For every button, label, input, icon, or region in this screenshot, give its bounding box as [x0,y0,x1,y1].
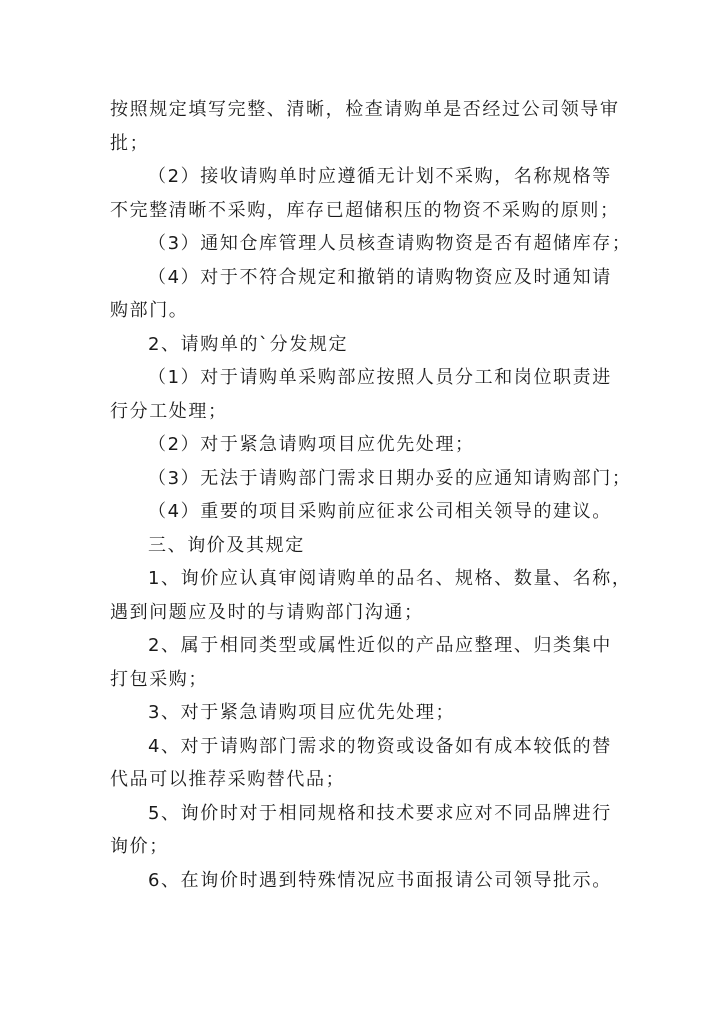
paragraph-leadership-advice [110,495,620,529]
paragraph-division-of-work [110,361,620,428]
text-line: 6、在询价时遇到特殊情况应书面报请公司领导批示。 [148,869,612,891]
text-line: （4）重要的项目采购前应征求公司相关领导的建议。 [148,501,612,522]
paragraph-brand-comparison [110,797,620,864]
text-line: 代品可以推荐采购替代品； [110,769,346,790]
text-line: 遇到问题应及时的与请购部门沟通； [110,601,424,623]
text-line: （2）接收请购单时应遵循无计划不采购，名称规格等 [148,166,612,187]
paragraph-urgent-inquiry [110,696,620,730]
document-body [110,93,632,897]
text-line: （3）无法于请购部门需求日期办妥的应通知请购部门； [148,467,632,489]
text-line: 4、对于请购部门需求的物资或设备如有成本较低的替 [148,735,612,757]
paragraph-warehouse-check [110,227,632,261]
paragraph-urgent-priority [110,428,620,462]
text-line: 批； [110,132,150,154]
text-line: 询价； [110,836,169,857]
text-line: 按照规定填写完整、清晰，检查请购单是否经过公司领导审 [110,99,620,120]
text-line: 2、属于相同类型或属性近似的产品应整理、归类集中 [148,635,612,656]
text-line: （2）对于紧急请购项目应优先处理； [148,434,475,455]
paragraph-notify-department [110,261,620,328]
text-line: 不完整清晰不采购，库存已超储积压的物资不采购的原则； [110,199,620,221]
paragraph-group-purchase [110,629,620,696]
section-heading: 2、请购单的`分发规定 [148,333,349,355]
section-heading: 三、询价及其规定 [148,534,305,556]
text-line: （4）对于不符合规定和撤销的请购物资应及时通知请 [148,266,612,288]
paragraph-approval-check [110,93,620,160]
text-line: （1）对于请购单采购部应按照人员分工和岗位职责进 [148,367,612,388]
text-line: 5、询价时对于相同规格和技术要求应对不同品牌进行 [148,802,612,824]
paragraph-substitute-products [110,730,620,797]
paragraph-receive-rule [110,160,620,227]
paragraph-special-cases [110,864,620,898]
text-line: 行分工处理； [110,400,228,422]
section-heading-inquiry [110,529,620,563]
paragraph-deadline-notice [110,462,632,496]
text-line: 3、对于紧急请购项目应优先处理； [148,702,456,723]
text-line: 打包采购； [110,668,208,690]
section-heading-distribution [110,328,620,362]
text-line: 购部门。 [110,300,189,321]
text-line: 1、询价应认真审阅请购单的品名、规格、数量、名称， [148,568,632,589]
paragraph-inquiry-review [110,562,632,629]
text-line: （3）通知仓库管理人员核查请购物资是否有超储库存； [148,233,632,254]
